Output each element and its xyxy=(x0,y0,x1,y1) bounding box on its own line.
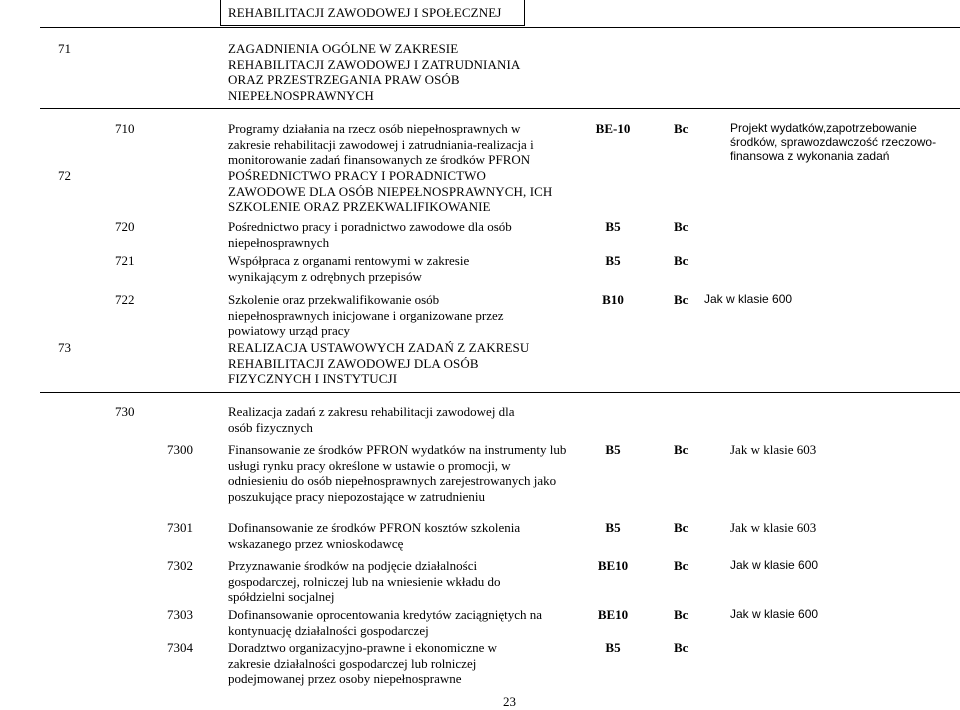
category-code: BE10 xyxy=(597,607,629,622)
section-title: Finansowanie ze środków PFRON wydatków na instrumenty lub usługi rynku pracy określone w ustawie o promocji, w odniesieniu do osób niepełnosprawnych zarejestrowanych jako poszukujące pracy niepozostające w zatrudnieniu xyxy=(228,442,567,504)
section-code: 722 xyxy=(115,292,135,307)
section-note: Jak w klasie 600 xyxy=(730,607,819,621)
section-title: POŚREDNICTWO PRACY I PORADNICTWO ZAWODOWE DLA OSÓB NIEPEŁNOSPRAWNYCH, ICH SZKOLENIE ORAZ PRZEKWALIFIKOWANIE xyxy=(228,168,553,214)
bc-code: Bc xyxy=(674,219,689,234)
section-title: ZAGADNIENIA OGÓLNE W ZAKRESIE REHABILITACJI ZAWODOWEJ I ZATRUDNIANIA ORAZ PRZESTRZEGANIA PRAW OSÓB NIEPEŁNOSPRAWNYCH xyxy=(228,41,520,103)
category-code: B5 xyxy=(605,520,621,535)
bc-code: Bc xyxy=(674,442,689,457)
section-code: 72 xyxy=(58,168,71,183)
bc-code: Bc xyxy=(674,607,689,622)
section-title: REALIZACJA USTAWOWYCH ZADAŃ Z ZAKRESU REHABILITACJI ZAWODOWEJ DLA OSÓB FIZYCZNYCH I INSTYTUCJI xyxy=(228,340,530,386)
section-note: Jak w klasie 600 xyxy=(704,292,793,306)
continued-title: REHABILITACJI ZAWODOWEJ I SPOŁECZNEJ xyxy=(228,5,502,20)
section-code: 730 xyxy=(115,404,135,419)
section-note: Jak w klasie 600 xyxy=(730,558,819,572)
category-code: BE10 xyxy=(597,558,629,573)
bc-code: Bc xyxy=(674,558,689,573)
section-code: 7301 xyxy=(167,520,193,535)
section-note: Projekt wydatków,zapotrzebowanie środków, sprawozdawczość rzeczowo-finansowa z wykonania zadań xyxy=(730,121,937,163)
section-note: Jak w klasie 603 xyxy=(730,520,817,535)
bc-code: Bc xyxy=(674,292,689,307)
section-note: Jak w klasie 603 xyxy=(730,442,817,457)
section-code: 721 xyxy=(115,253,135,268)
section-code: 7303 xyxy=(167,607,193,622)
category-code: B5 xyxy=(605,640,621,655)
section-code: 710 xyxy=(115,121,135,136)
section-code: 7302 xyxy=(167,558,193,573)
section-title: Przyznawanie środków na podjęcie działalności gospodarczej, rolniczej lub na wniesienie wkładu do spółdzielni socjalnej xyxy=(228,558,501,604)
section-code: 73 xyxy=(58,340,71,355)
bc-code: Bc xyxy=(674,640,689,655)
section-title: Doradztwo organizacyjno-prawne i ekonomiczne w zakresie działalności gospodarczej lub rolniczej podejmowanej przez osoby niepełnosprawne xyxy=(228,640,498,686)
section-title: Dofinansowanie ze środków PFRON kosztów szkolenia wskazanego przez wnioskodawcę xyxy=(228,520,521,551)
category-code: B5 xyxy=(605,219,621,234)
bc-code: Bc xyxy=(674,121,689,136)
section-title: Dofinansowanie oprocentowania kredytów zaciągniętych na kontynuację działalności gospodarczej xyxy=(228,607,543,638)
section-title: Szkolenie oraz przekwalifikowanie osób niepełnosprawnych inicjowane i organizowane przez powiatowy urząd pracy xyxy=(228,292,504,338)
bc-code: Bc xyxy=(674,253,689,268)
category-code: BE-10 xyxy=(595,121,631,136)
section-title: Realizacja zadań z zakresu rehabilitacji zawodowej dla osób fizycznych xyxy=(228,404,515,435)
section-title: Programy działania na rzecz osób niepełnosprawnych w zakresie rehabilitacji zawodowej i zatrudniania-realizacja i monitorowanie zadań finansowanych ze środków PFRON xyxy=(228,121,534,167)
section-code: 71 xyxy=(58,41,71,56)
bc-code: Bc xyxy=(674,520,689,535)
section-code: 720 xyxy=(115,219,135,234)
page-number: 23 xyxy=(503,694,516,709)
category-code: B5 xyxy=(605,442,621,457)
divider xyxy=(40,27,960,28)
category-code: B5 xyxy=(605,253,621,268)
section-code: 7304 xyxy=(167,640,193,655)
section-title: Pośrednictwo pracy i poradnictwo zawodowe dla osób niepełnosprawnych xyxy=(228,219,512,250)
divider xyxy=(40,108,960,109)
category-code: B10 xyxy=(602,292,624,307)
divider xyxy=(40,392,960,393)
section-title: Współpraca z organami rentowymi w zakresie wynikającym z odrębnych przepisów xyxy=(228,253,470,284)
section-code: 7300 xyxy=(167,442,193,457)
